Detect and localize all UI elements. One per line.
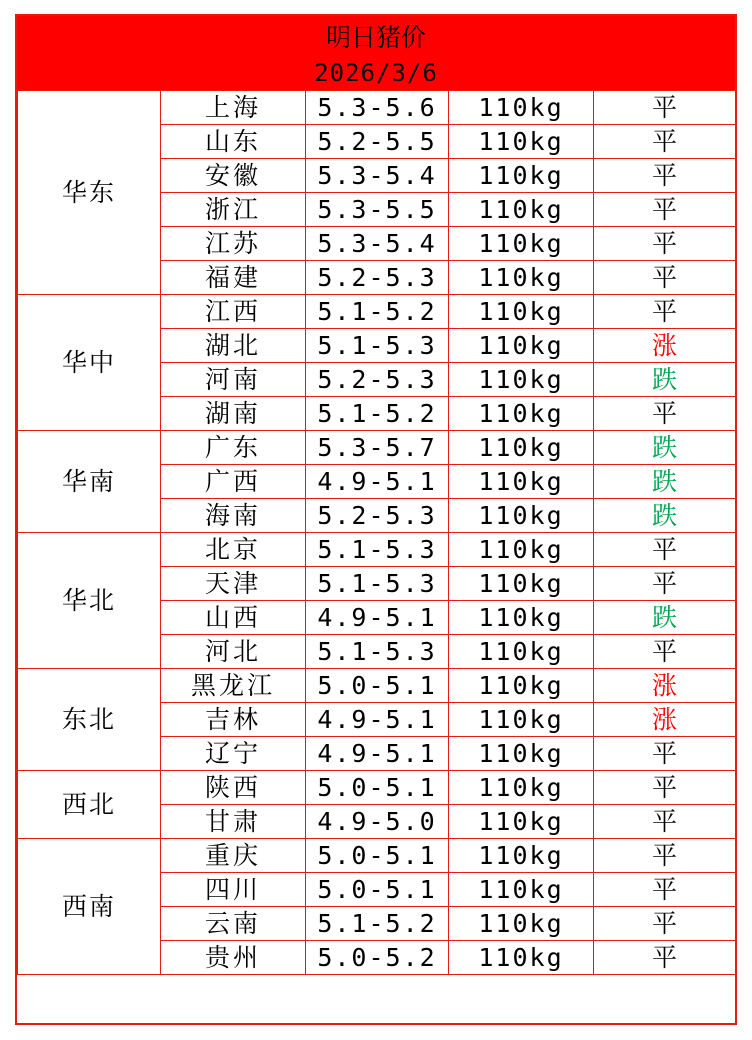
province-cell: 黑龙江 [161, 669, 306, 703]
trend-cell: 平 [594, 227, 736, 261]
province-cell: 安徽 [161, 159, 306, 193]
price-range-cell: 5.0-5.1 [306, 669, 449, 703]
province-cell: 河北 [161, 635, 306, 669]
trend-cell: 平 [594, 125, 736, 159]
price-range-cell: 4.9-5.0 [306, 805, 449, 839]
trend-cell: 跌 [594, 499, 736, 533]
province-cell: 山西 [161, 601, 306, 635]
weight-cell: 110kg [449, 703, 594, 737]
trend-cell: 平 [594, 533, 736, 567]
province-cell: 浙江 [161, 193, 306, 227]
trend-cell: 平 [594, 941, 736, 975]
trend-cell: 平 [594, 635, 736, 669]
table-row [18, 431, 736, 465]
price-range-cell: 5.1-5.3 [306, 567, 449, 601]
province-cell: 福建 [161, 261, 306, 295]
weight-cell: 110kg [449, 159, 594, 193]
trend-cell: 平 [594, 91, 736, 125]
price-table [17, 90, 736, 975]
province-cell: 广西 [161, 465, 306, 499]
table-row [18, 771, 736, 805]
price-range-cell: 5.2-5.3 [306, 499, 449, 533]
price-range-cell: 4.9-5.1 [306, 737, 449, 771]
weight-cell: 110kg [449, 873, 594, 907]
weight-cell: 110kg [449, 261, 594, 295]
region-cell: 华南 [18, 431, 161, 533]
trend-cell: 平 [594, 873, 736, 907]
trend-cell: 跌 [594, 431, 736, 465]
province-cell: 河南 [161, 363, 306, 397]
province-cell: 贵州 [161, 941, 306, 975]
province-cell: 天津 [161, 567, 306, 601]
table-row [18, 295, 736, 329]
weight-cell: 110kg [449, 465, 594, 499]
trend-cell: 平 [594, 805, 736, 839]
weight-cell: 110kg [449, 635, 594, 669]
weight-cell: 110kg [449, 567, 594, 601]
weight-cell: 110kg [449, 91, 594, 125]
trend-cell: 平 [594, 907, 736, 941]
table-row [18, 839, 736, 873]
province-cell: 北京 [161, 533, 306, 567]
trend-cell: 平 [594, 737, 736, 771]
table-row [18, 91, 736, 125]
price-range-cell: 5.0-5.2 [306, 941, 449, 975]
price-range-cell: 5.1-5.3 [306, 635, 449, 669]
price-range-cell: 5.0-5.1 [306, 771, 449, 805]
province-cell: 湖北 [161, 329, 306, 363]
province-cell: 山东 [161, 125, 306, 159]
province-cell: 吉林 [161, 703, 306, 737]
price-range-cell: 4.9-5.1 [306, 703, 449, 737]
price-range-cell: 5.3-5.7 [306, 431, 449, 465]
trend-cell: 平 [594, 771, 736, 805]
price-range-cell: 4.9-5.1 [306, 601, 449, 635]
price-range-cell: 5.0-5.1 [306, 839, 449, 873]
province-cell: 辽宁 [161, 737, 306, 771]
table-row [18, 669, 736, 703]
province-cell: 江苏 [161, 227, 306, 261]
page-title: 明日猪价 [325, 23, 426, 52]
weight-cell: 110kg [449, 329, 594, 363]
report-date: 2026/3/6 [314, 59, 438, 87]
weight-cell: 110kg [449, 839, 594, 873]
trend-cell: 平 [594, 567, 736, 601]
province-cell: 海南 [161, 499, 306, 533]
price-range-cell: 5.1-5.3 [306, 533, 449, 567]
trend-cell: 平 [594, 159, 736, 193]
trend-cell: 平 [594, 193, 736, 227]
weight-cell: 110kg [449, 499, 594, 533]
region-cell: 西南 [18, 839, 161, 975]
weight-cell: 110kg [449, 125, 594, 159]
trend-cell: 平 [594, 397, 736, 431]
weight-cell: 110kg [449, 431, 594, 465]
trend-cell: 跌 [594, 363, 736, 397]
weight-cell: 110kg [449, 601, 594, 635]
trend-cell: 跌 [594, 601, 736, 635]
province-cell: 重庆 [161, 839, 306, 873]
price-range-cell: 5.1-5.2 [306, 295, 449, 329]
weight-cell: 110kg [449, 397, 594, 431]
price-range-cell: 4.9-5.1 [306, 465, 449, 499]
trend-cell: 平 [594, 839, 736, 873]
province-cell: 甘肃 [161, 805, 306, 839]
weight-cell: 110kg [449, 941, 594, 975]
trend-cell: 平 [594, 295, 736, 329]
province-cell: 广东 [161, 431, 306, 465]
price-range-cell: 5.1-5.3 [306, 329, 449, 363]
province-cell: 四川 [161, 873, 306, 907]
province-cell: 云南 [161, 907, 306, 941]
region-cell: 华东 [18, 91, 161, 295]
sheet-header [17, 16, 735, 90]
weight-cell: 110kg [449, 771, 594, 805]
weight-cell: 110kg [449, 295, 594, 329]
weight-cell: 110kg [449, 363, 594, 397]
weight-cell: 110kg [449, 193, 594, 227]
price-range-cell: 5.2-5.3 [306, 261, 449, 295]
price-range-cell: 5.0-5.1 [306, 873, 449, 907]
weight-cell: 110kg [449, 737, 594, 771]
weight-cell: 110kg [449, 805, 594, 839]
price-range-cell: 5.3-5.4 [306, 227, 449, 261]
trend-cell: 平 [594, 261, 736, 295]
price-range-cell: 5.2-5.5 [306, 125, 449, 159]
trend-cell: 跌 [594, 465, 736, 499]
region-cell: 华北 [18, 533, 161, 669]
region-cell: 西北 [18, 771, 161, 839]
price-sheet [15, 14, 737, 1025]
weight-cell: 110kg [449, 669, 594, 703]
price-range-cell: 5.3-5.6 [306, 91, 449, 125]
price-range-cell: 5.3-5.4 [306, 159, 449, 193]
price-range-cell: 5.1-5.2 [306, 907, 449, 941]
trend-cell: 涨 [594, 329, 736, 363]
province-cell: 陕西 [161, 771, 306, 805]
region-cell: 华中 [18, 295, 161, 431]
province-cell: 上海 [161, 91, 306, 125]
region-cell: 东北 [18, 669, 161, 771]
table-row [18, 533, 736, 567]
trend-cell: 涨 [594, 669, 736, 703]
price-range-cell: 5.3-5.5 [306, 193, 449, 227]
province-cell: 湖南 [161, 397, 306, 431]
province-cell: 江西 [161, 295, 306, 329]
weight-cell: 110kg [449, 907, 594, 941]
trend-cell: 涨 [594, 703, 736, 737]
weight-cell: 110kg [449, 533, 594, 567]
price-range-cell: 5.2-5.3 [306, 363, 449, 397]
weight-cell: 110kg [449, 227, 594, 261]
price-range-cell: 5.1-5.2 [306, 397, 449, 431]
